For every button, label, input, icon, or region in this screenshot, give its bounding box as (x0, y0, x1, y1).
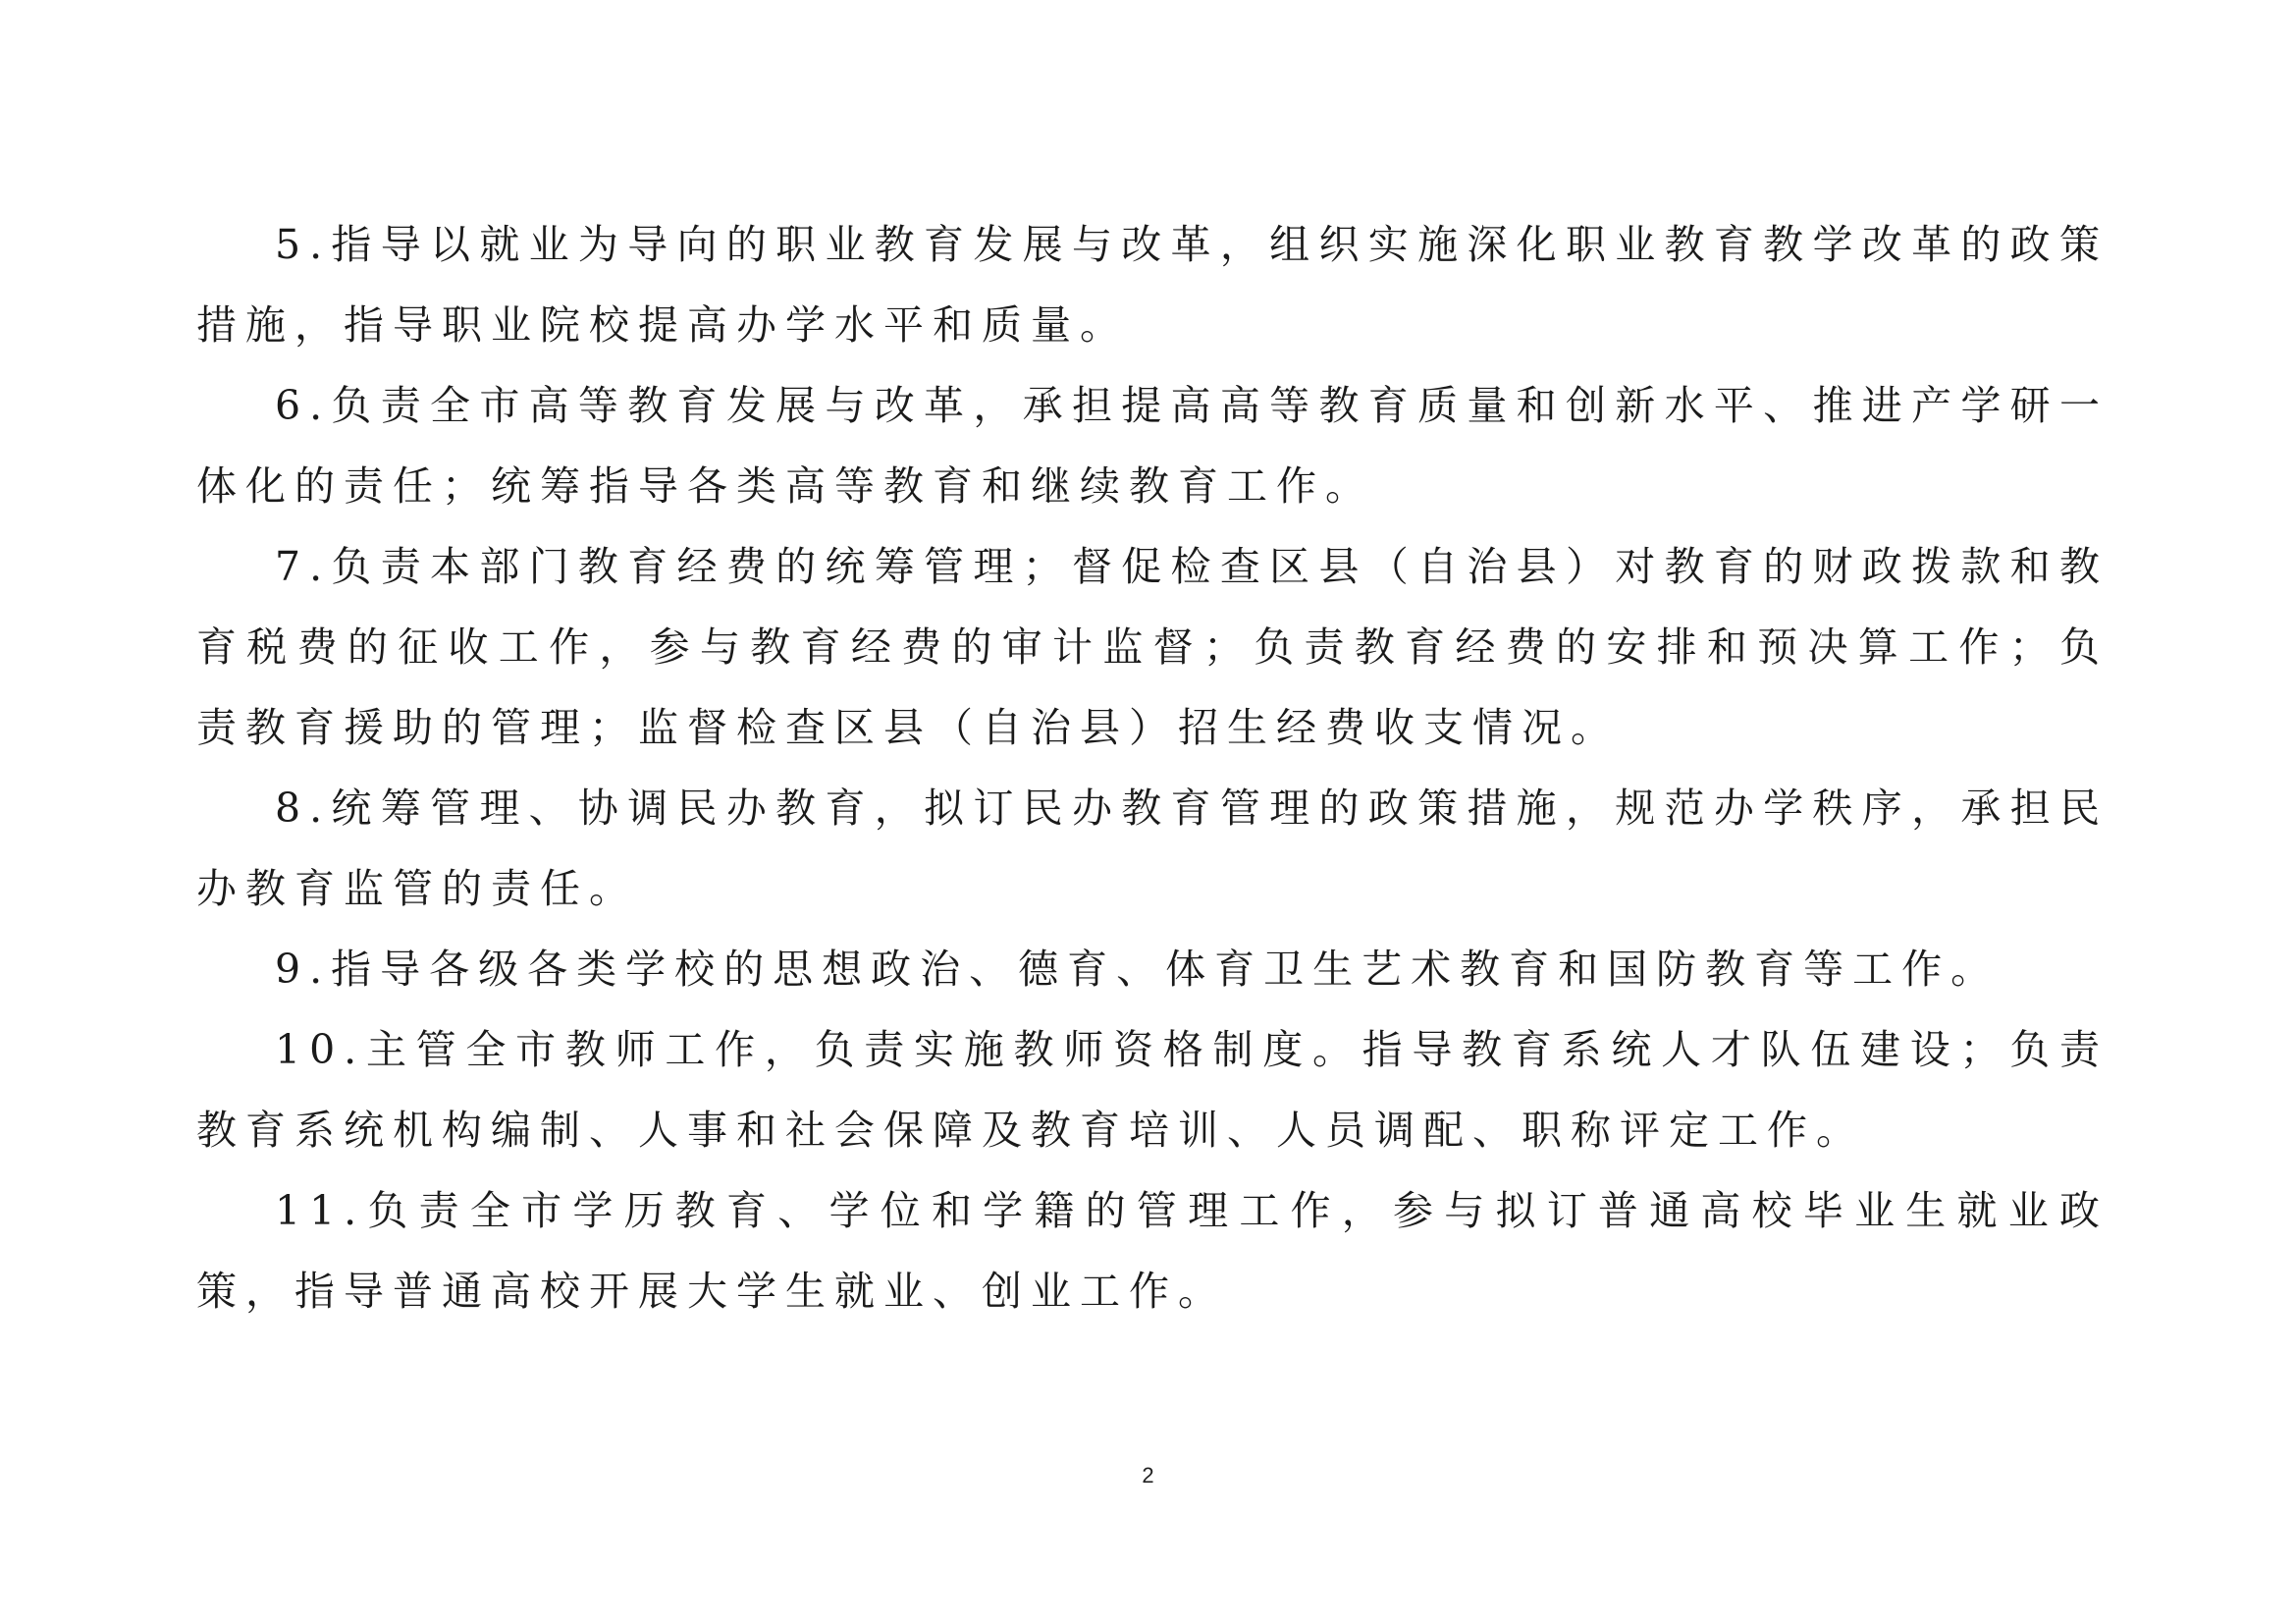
page-number: 2 (1142, 1463, 1154, 1488)
paragraph-item-11: 11.负责全市学历教育、学位和学籍的管理工作，参与拟订普通高校毕业生就业政策，指导普通高校开展大学生就业、创业工作。 (196, 1187, 2109, 1315)
paragraph-item-9: 9.指导各级各类学校的思想政治、德育、体育卫生艺术教育和国防教育等工作。 (275, 946, 2001, 993)
paragraph-item-10: 10.主管全市教师工作，负责实施教师资格制度。指导教育系统人才队伍建设；负责教育系统机构编制、人事和社会保障及教育培训、人员调配、职称评定工作。 (196, 1026, 2109, 1154)
paragraph-item-7: 7.负责本部门教育经费的统筹管理；督促检查区县（自治县）对教育的财政拨款和教育税费的征收工作，参与教育经费的审计监督；负责教育经费的安排和预决算工作；负责教育援助的管理；监督检查区县（自治县）招生经费收支情况。 (196, 543, 2109, 751)
paragraph-item-6: 6.负责全市高等教育发展与改革，承担提高高等教育质量和创新水平、推进产学研一体化的责任；统筹指导各类高等教育和继续教育工作。 (196, 382, 2109, 510)
paragraph-item-8: 8.统筹管理、协调民办教育，拟订民办教育管理的政策措施，规范办学秩序，承担民办教育监管的责任。 (196, 785, 2109, 912)
paragraph-item-5: 5.指导以就业为导向的职业教育发展与改革，组织实施深化职业教育教学改革的政策措施，指导职业院校提高办学水平和质量。 (196, 221, 2109, 349)
document-body (196, 204, 2109, 1331)
